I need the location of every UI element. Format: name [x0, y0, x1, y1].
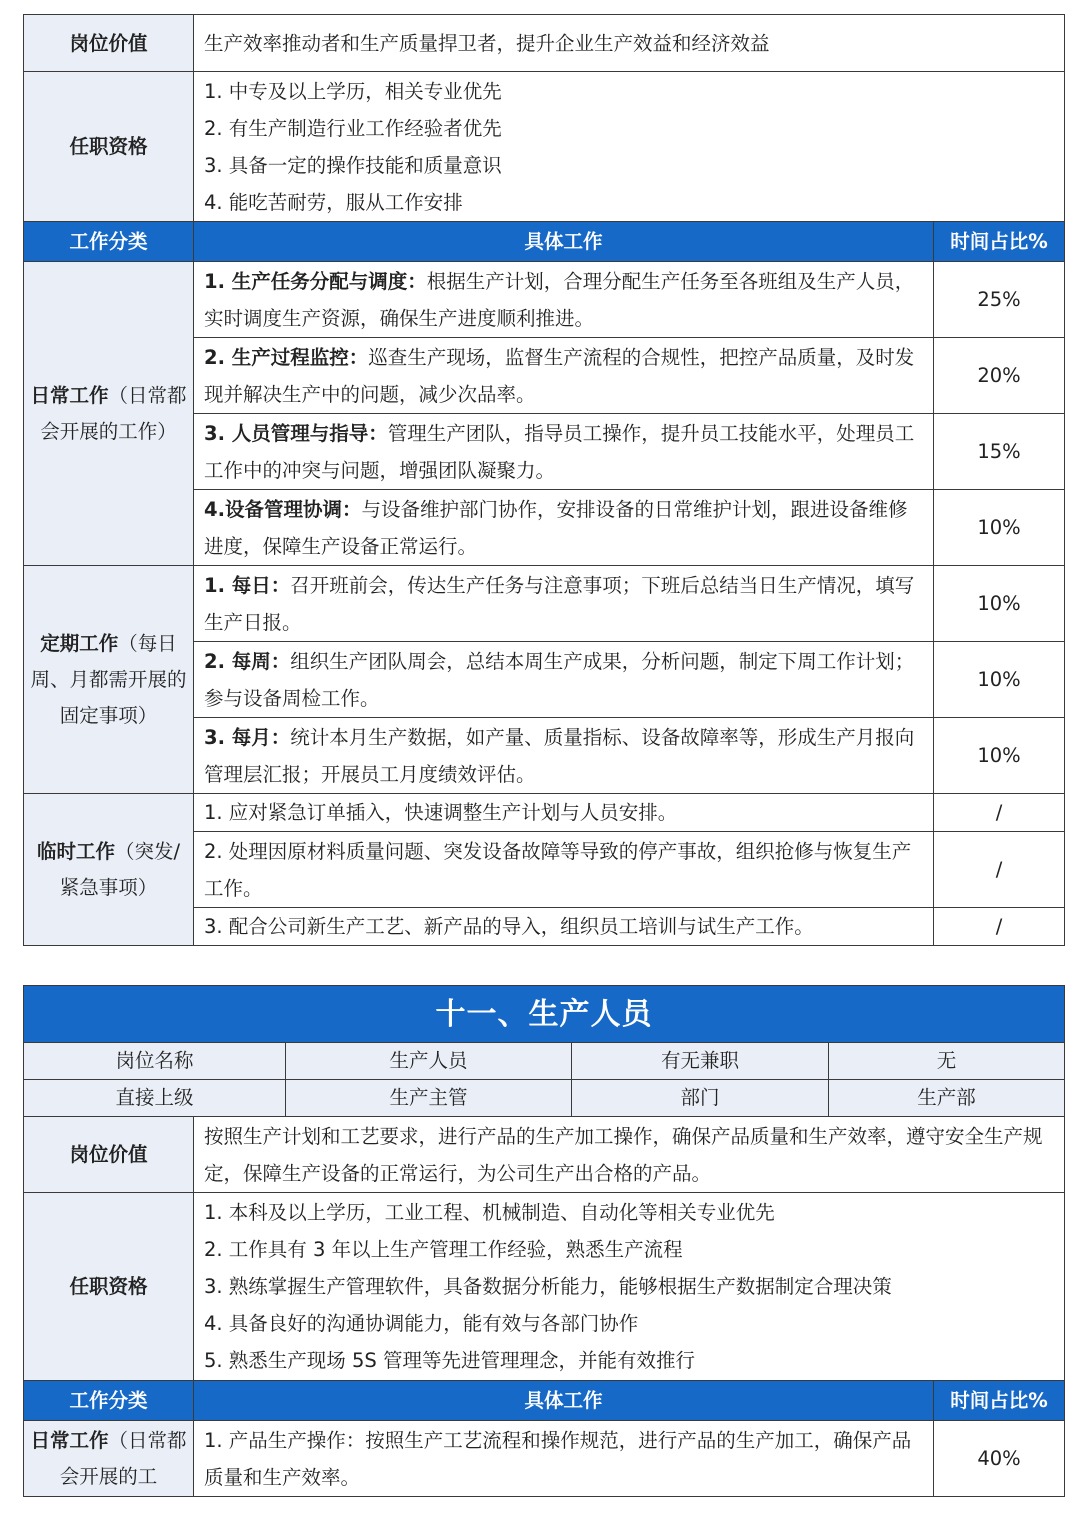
department-value: 生产部: [829, 1080, 1065, 1117]
qualification-item: 5. 熟悉生产现场 5S 管理等先进管理理念，并能有效推行: [204, 1349, 695, 1372]
qualification-item: 1. 中专及以上学历，相关专业优先: [204, 79, 502, 103]
qualification-item: 4. 具备良好的沟通协调能力，能有效与各部门协作: [204, 1312, 639, 1335]
daily-work-label-note: （日常都会开展的工作）: [40, 383, 187, 443]
temporary-work-item: 1. 应对紧急订单插入，快速调整生产计划与人员安排。: [194, 794, 934, 832]
work-header-row: [24, 222, 1065, 262]
daily-work-item: [194, 414, 934, 490]
job-value-text: 生产效率推动者和生产质量捍卫者，提升企业生产效益和经济效益: [194, 15, 1065, 72]
item-title: 3. 人员管理与指导：: [204, 421, 388, 445]
daily-work-item: 1. 产品生产操作：按照生产工艺流程和操作规范，进行产品的生产加工，确保产品质量和生产效率。: [194, 1421, 934, 1497]
temporary-work-label-note: （突发/紧急事项）: [59, 839, 181, 899]
temporary-work-item: 2. 处理因原材料质量问题、突发设备故障等导致的停产事故，组织抢修与恢复生产工作。: [194, 832, 934, 908]
daily-work-item: [194, 490, 934, 566]
position-name-value: 生产人员: [286, 1043, 572, 1080]
daily-work-item: [194, 262, 934, 338]
periodic-work-label-note: （每日周、月都需开展的固定事项）: [30, 631, 187, 727]
qualification-list: [194, 1193, 1065, 1381]
daily-work-label-note: （日常都会开展的工: [59, 1428, 187, 1488]
qualification-list: [194, 72, 1065, 222]
time-percent: 10%: [934, 566, 1065, 642]
info-row-2: [24, 1080, 1065, 1117]
header-time: 时间占比%: [934, 1381, 1065, 1421]
job-value-row: [24, 1117, 1065, 1193]
job-value-row: [24, 15, 1065, 72]
item-text: 管理生产团队，指导员工操作，提升员工技能水平，处理员工工作中的冲突与问题，增强团队凝聚力。: [204, 421, 915, 482]
qualification-item: 3. 熟练掌握生产管理软件，具备数据分析能力，能够根据生产数据制定合理决策: [204, 1275, 892, 1298]
periodic-work-row: [24, 566, 1065, 642]
daily-work-label: [24, 1421, 194, 1497]
qualification-row: [24, 1193, 1065, 1381]
position-name-label: 岗位名称: [24, 1043, 286, 1080]
section-title: 十一、生产人员: [24, 986, 1065, 1043]
qualification-item: 1. 本科及以上学历，工业工程、机械制造、自动化等相关专业优先: [204, 1201, 775, 1224]
periodic-work-item: [194, 718, 934, 794]
item-title: 1. 每日：: [204, 573, 291, 597]
temporary-work-label: [24, 794, 194, 946]
qualification-item: 2. 有生产制造行业工作经验者优先: [204, 116, 502, 140]
item-text: 巡查生产现场，监督生产流程的合规性，把控产品质量，及时发现并解决生产中的问题，减少次品率。: [204, 345, 915, 406]
header-work: 具体工作: [194, 1381, 934, 1421]
temporary-work-row: [24, 794, 1065, 832]
daily-work-label-bold: 日常工作: [30, 1428, 109, 1452]
time-percent: 25%: [934, 262, 1065, 338]
superior-label: 直接上级: [24, 1080, 286, 1117]
temporary-work-label-bold: 临时工作: [36, 839, 115, 863]
time-percent: /: [934, 908, 1065, 946]
qualification-row: [24, 72, 1065, 222]
parttime-value: 无: [829, 1043, 1065, 1080]
work-header-row: [24, 1381, 1065, 1421]
time-percent: 10%: [934, 718, 1065, 794]
item-title: 2. 生产过程监控：: [204, 345, 369, 369]
qualification-label: 任职资格: [24, 72, 194, 222]
qualification-item: 2. 工作具有 3 年以上生产管理工作经验，熟悉生产流程: [204, 1238, 683, 1261]
daily-work-row: [24, 1421, 1065, 1497]
item-title: 3. 每月：: [204, 725, 291, 749]
job-value-label: 岗位价值: [24, 1117, 194, 1193]
qualification-item: 4. 能吃苦耐劳，服从工作安排: [204, 190, 463, 214]
header-work: 具体工作: [194, 222, 934, 262]
job-value-label: 岗位价值: [24, 15, 194, 72]
temporary-work-item: 3. 配合公司新生产工艺、新产品的导入，组织员工培训与试生产工作。: [194, 908, 934, 946]
info-row-1: [24, 1043, 1065, 1080]
daily-work-label: [24, 262, 194, 566]
qualification-item: 3. 具备一定的操作技能和质量意识: [204, 153, 502, 177]
header-category: 工作分类: [24, 222, 194, 262]
parttime-label: 有无兼职: [572, 1043, 829, 1080]
periodic-work-label: [24, 566, 194, 794]
daily-work-item: [194, 338, 934, 414]
time-percent: 40%: [934, 1421, 1065, 1497]
job-table-production-supervisor: [23, 14, 1065, 946]
item-title: 2. 每周：: [204, 649, 291, 673]
header-category: 工作分类: [24, 1381, 194, 1421]
periodic-work-label-bold: 定期工作: [40, 631, 119, 655]
header-time: 时间占比%: [934, 222, 1065, 262]
item-title: 1. 生产任务分配与调度：: [204, 269, 427, 293]
time-percent: 15%: [934, 414, 1065, 490]
periodic-work-item: [194, 566, 934, 642]
periodic-work-item: [194, 642, 934, 718]
daily-work-label-bold: 日常工作: [30, 383, 109, 407]
item-text: 根据生产计划，合理分配生产任务至各班组及生产人员，实时调度生产资源，确保生产进度顺利推进。: [204, 269, 915, 330]
item-text: 召开班前会，传达生产任务与注意事项；下班后总结当日生产情况，填写生产日报。: [204, 573, 915, 634]
time-percent: /: [934, 794, 1065, 832]
job-table-production-staff: [23, 985, 1065, 1497]
time-percent: /: [934, 832, 1065, 908]
time-percent: 20%: [934, 338, 1065, 414]
job-value-text: 按照生产计划和工艺要求，进行产品的生产加工操作，确保产品质量和生产效率，遵守安全生产规定，保障生产设备的正常运行，为公司生产出合格的产品。: [194, 1117, 1065, 1193]
qualification-label: 任职资格: [24, 1193, 194, 1381]
item-text: 统计本月生产数据，如产量、质量指标、设备故障率等，形成生产月报向管理层汇报；开展员工月度绩效评估。: [204, 725, 915, 786]
time-percent: 10%: [934, 490, 1065, 566]
daily-work-row: [24, 262, 1065, 338]
department-label: 部门: [572, 1080, 829, 1117]
superior-value: 生产主管: [286, 1080, 572, 1117]
time-percent: 10%: [934, 642, 1065, 718]
item-title: 4.设备管理协调：: [204, 497, 362, 521]
item-text: 与设备维护部门协作，安排设备的日常维护计划，跟进设备维修进度，保障生产设备正常运行。: [204, 497, 908, 558]
item-text: 组织生产团队周会，总结本周生产成果，分析问题，制定下周工作计划；参与设备周检工作。: [204, 649, 915, 710]
section-banner-row: [24, 986, 1065, 1043]
